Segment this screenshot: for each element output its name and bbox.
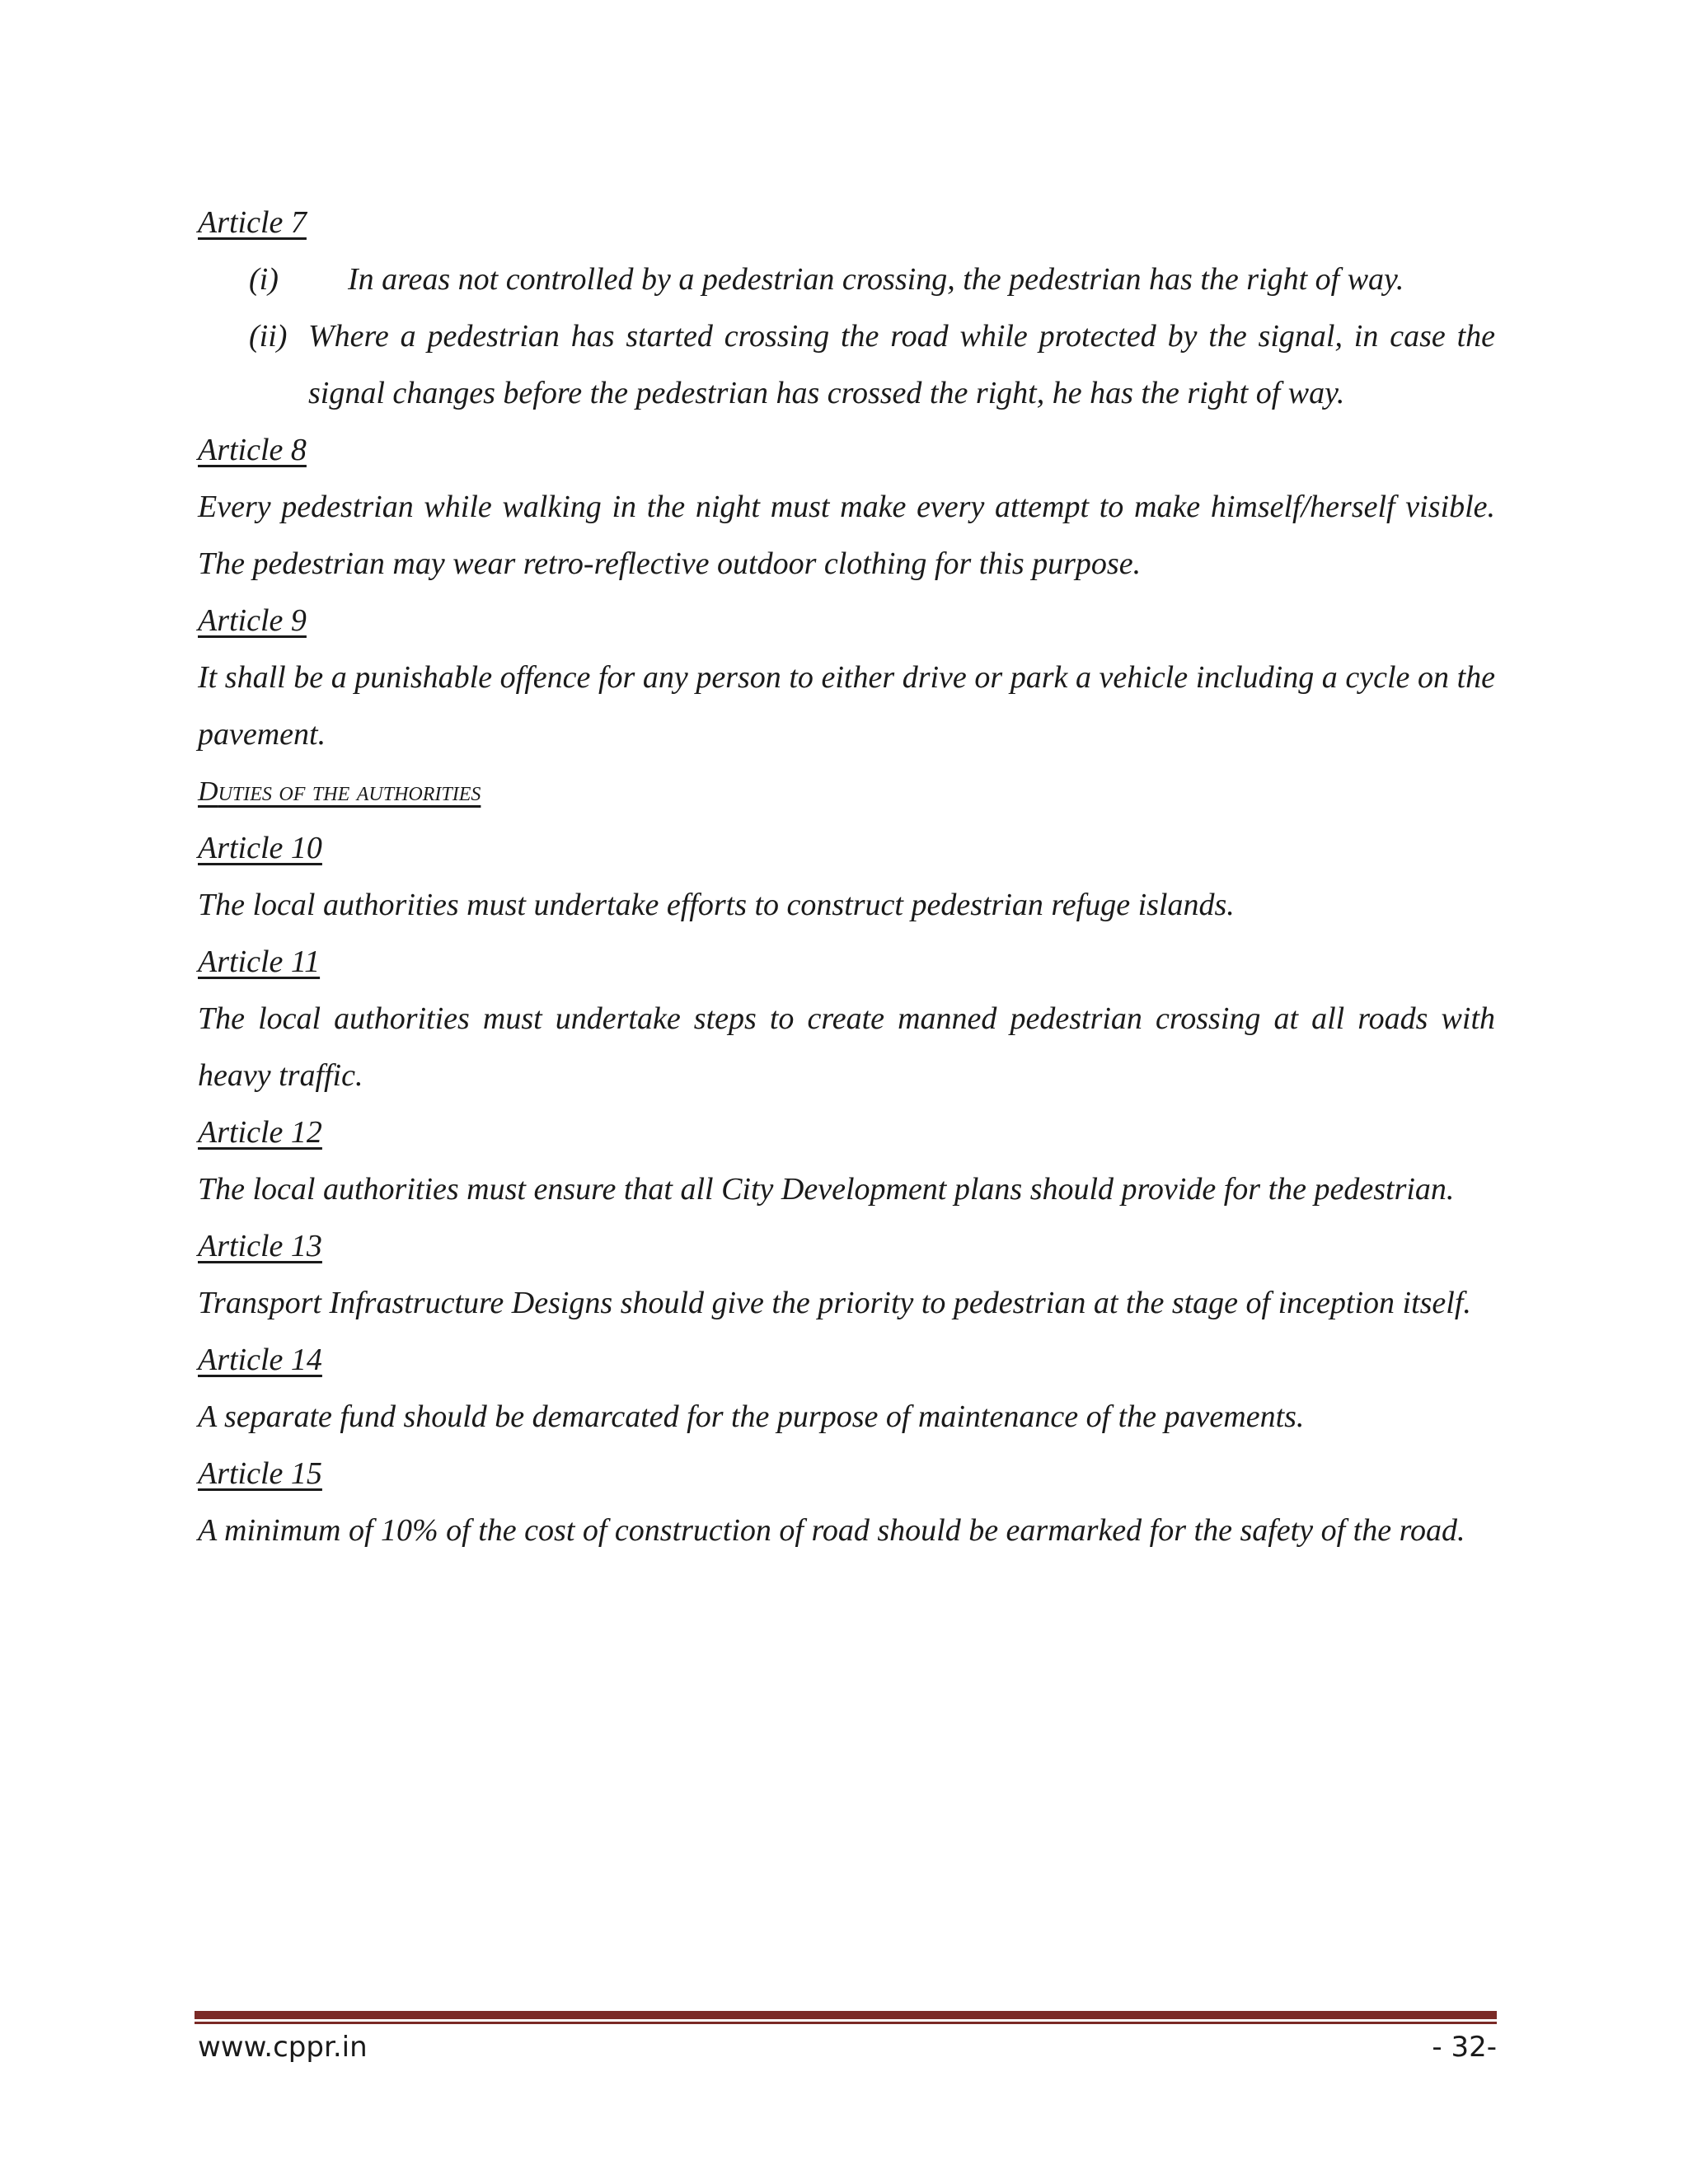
article-7-heading: Article 7	[198, 205, 307, 240]
article-12-heading: Article 12	[198, 1115, 322, 1150]
article-9-heading: Article 9	[198, 603, 307, 638]
footer-rule	[195, 2011, 1497, 2019]
article-11-heading: Article 11	[198, 944, 321, 979]
article-10-heading: Article 10	[198, 831, 322, 865]
article-9-text: It shall be a punishable offence for any person to either drive or park a vehicle including a cycle on the pavement.	[198, 660, 1495, 752]
footer-website: www.cppr.in	[198, 2031, 368, 2064]
article-10-text: The local authorities must undertake efforts to construct pedestrian refuge islands.	[198, 888, 1235, 922]
article-8-text: Every pedestrian while walking in the night must make every attempt to make himself/herself visible. The pedestrian may wear retro-reflective outdoor clothing for this purpose.	[198, 490, 1495, 581]
item-number: (i)	[249, 262, 279, 297]
article-15-heading: Article 15	[198, 1456, 322, 1491]
item-number: (ii)	[249, 319, 288, 354]
article-15-text: A minimum of 10% of the cost of construction of road should be earmarked for the safety of the road.	[198, 1513, 1465, 1548]
article-8-heading: Article 8	[198, 433, 307, 467]
article-13-text: Transport Infrastructure Designs should give the priority to pedestrian at the stage of inception itself.	[198, 1286, 1471, 1320]
article-13-heading: Article 13	[198, 1229, 322, 1263]
article-11-text: The local authorities must undertake steps to create manned pedestrian crossing at all roads with heavy traffic.	[198, 1001, 1495, 1093]
article-14-heading: Article 14	[198, 1343, 322, 1377]
footer-rule-thin	[195, 2022, 1497, 2024]
item-text: In areas not controlled by a pedestrian crossing, the pedestrian has the right of way.	[348, 262, 1404, 297]
article-14-text: A separate fund should be demarcated for the purpose of maintenance of the pavements.	[198, 1399, 1305, 1434]
article-12-text: The local authorities must ensure that all City Development plans should provide for the pedestrian.	[198, 1172, 1455, 1207]
page-number: - 32-	[1432, 2031, 1497, 2064]
article-7-item-2	[198, 308, 1495, 422]
document-body	[198, 194, 1495, 1559]
section-heading: Duties of the authorities	[198, 776, 481, 807]
item-text: Where a pedestrian has started crossing the road while protected by the signal, in case the signal changes before the pedestrian has crossed the right, he has the right of way.	[308, 319, 1495, 410]
article-7-item-1	[198, 251, 1495, 308]
